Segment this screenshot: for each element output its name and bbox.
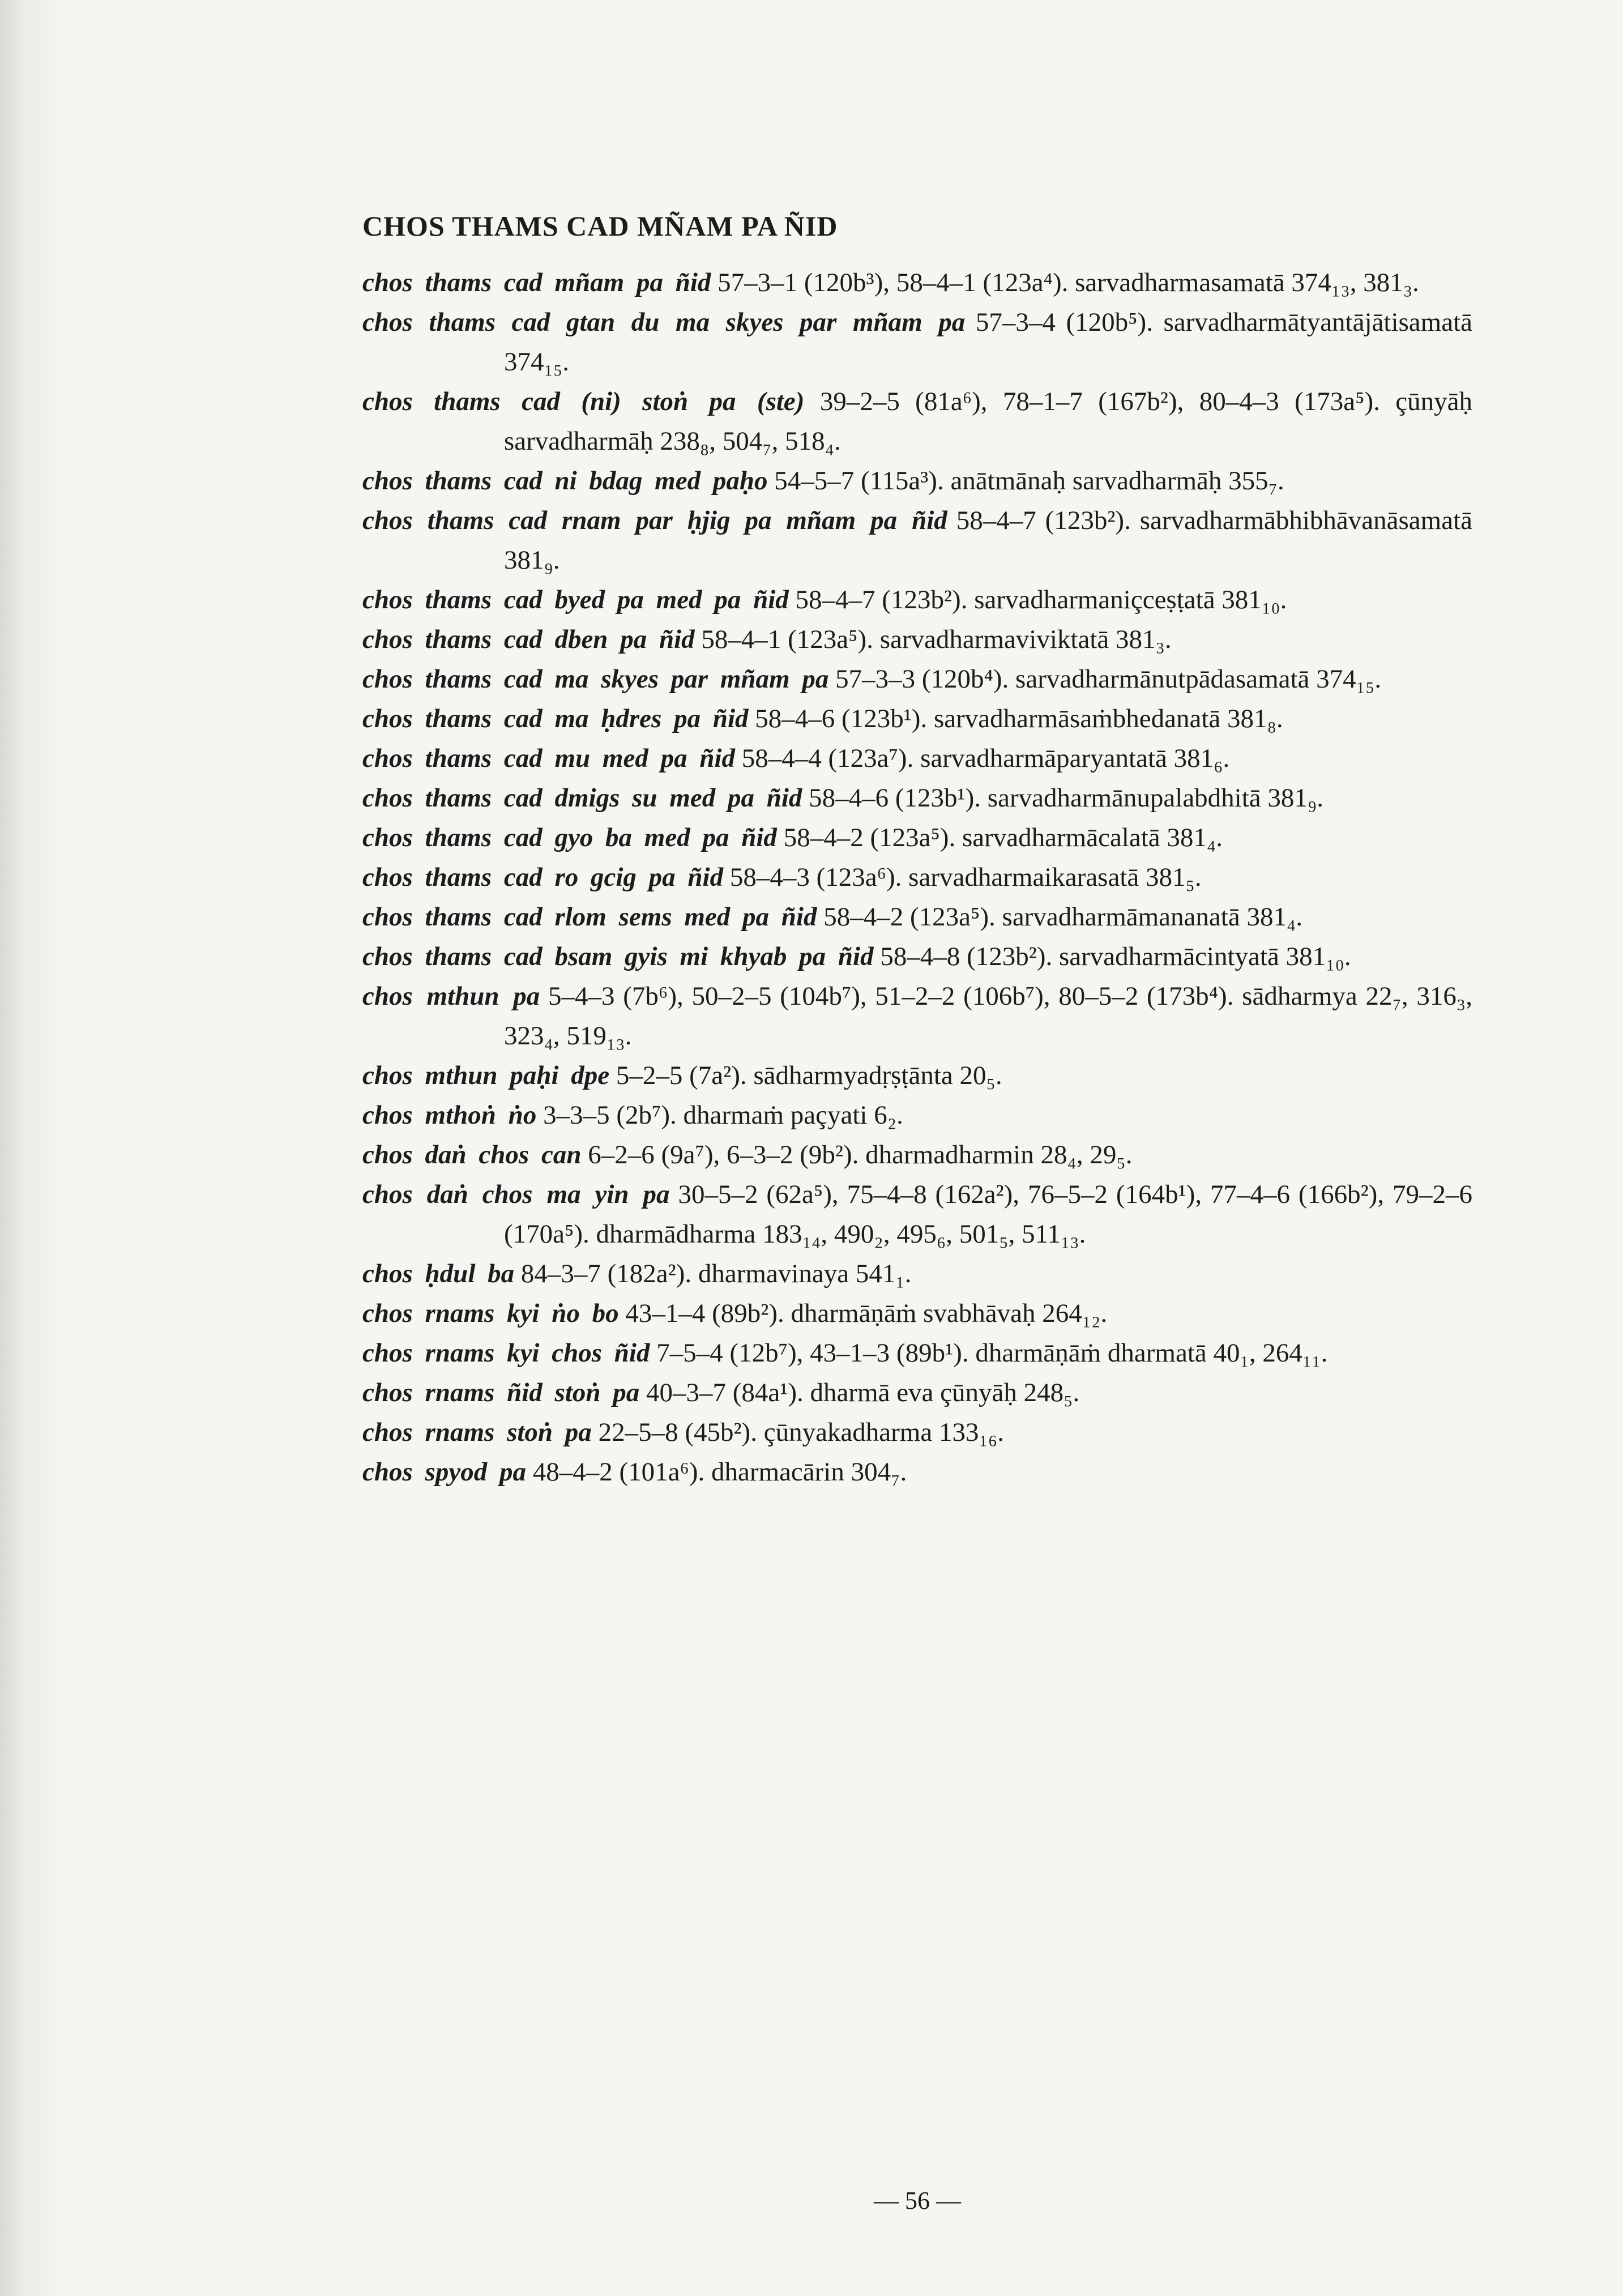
dictionary-entry	[362, 382, 1472, 461]
entry-term: chos spyod pa	[362, 1457, 526, 1487]
entry-term: chos mthun paḥi dpe	[362, 1061, 610, 1090]
entry-references: 58–4–7 (123b²). sarvadharmābhibhāvanāsamatā 381₉.	[504, 506, 1472, 575]
dictionary-entry	[362, 818, 1472, 857]
entry-references: 40–3–7 (84a¹). dharmā eva çūnyāḥ 248₅.	[646, 1378, 1080, 1407]
entry-references: 5–2–5 (7a²). sādharmyadṛṣṭānta 20₅.	[616, 1061, 1002, 1090]
scan-edge	[0, 0, 68, 2296]
entry-term: chos thams cad rnam par ḥjig pa mñam pa ñid	[362, 506, 947, 535]
entry-term: chos thams cad dben pa ñid	[362, 625, 695, 654]
dictionary-entry	[362, 1452, 1472, 1492]
dictionary-entry	[362, 897, 1472, 937]
entry-term: chos thams cad gtan du ma skyes par mñam pa	[362, 308, 966, 337]
entry-term: chos thams cad rlom sems med pa ñid	[362, 902, 817, 932]
entry-references: 22–5–8 (45b²). çūnyakadharma 133₁₆.	[598, 1418, 1004, 1447]
entry-references: 7–5–4 (12b⁷), 43–1–3 (89b¹). dharmāṇāṁ dharmatā 40₁, 264₁₁.	[656, 1338, 1328, 1368]
entry-references: 58–4–6 (123b¹). sarvadharmāsaṁbhedanatā 381₈.	[755, 704, 1283, 733]
entry-term: chos thams cad gyo ba med pa ñid	[362, 823, 777, 852]
dictionary-entry	[362, 263, 1472, 302]
entry-references: 6–2–6 (9a⁷), 6–3–2 (9b²). dharmadharmin 28₄, 29₅.	[588, 1140, 1133, 1170]
dictionary-page	[362, 210, 1473, 2214]
entry-references: 5–4–3 (7b⁶), 50–2–5 (104b⁷), 51–2–2 (106b⁷), 80–5–2 (173b⁴). sādharmya 22₇, 316₃, 323₄, 519₁₃.	[504, 981, 1473, 1051]
entry-list	[362, 263, 1472, 1492]
entry-references: 39–2–5 (81a⁶), 78–1–7 (167b²), 80–4–3 (173a⁵). çūnyāḥ sarvadharmāḥ 238₈, 504₇, 518₄.	[504, 387, 1473, 456]
running-header: CHOS THAMS CAD MÑAM PA ÑID	[362, 210, 838, 242]
entry-references: 58–4–6 (123b¹). sarvadharmānupalabdhitā 381₉.	[809, 783, 1324, 813]
dictionary-entry	[362, 1056, 1472, 1095]
dictionary-entry	[362, 857, 1472, 897]
dictionary-entry	[362, 580, 1472, 620]
entry-references: 57–3–1 (120b³), 58–4–1 (123a⁴). sarvadharmasamatā 374₁₃, 381₃.	[717, 268, 1419, 297]
entry-references: 43–1–4 (89b²). dharmāṇāṁ svabhāvaḥ 264₁₂.	[625, 1299, 1108, 1328]
dictionary-entry	[362, 1333, 1472, 1373]
entry-references: 48–4–2 (101a⁶). dharmacārin 304₇.	[532, 1457, 907, 1487]
entry-references: 57–3–4 (120b⁵). sarvadharmātyantājātisamatā 374₁₅.	[504, 308, 1472, 377]
entry-term: chos thams cad ma skyes par mñam pa	[362, 664, 829, 694]
entry-term: chos rnams ñid stoṅ pa	[362, 1378, 640, 1407]
entry-references: 58–4–2 (123a⁵). sarvadharmāmananatā 381₄.	[823, 902, 1303, 932]
dictionary-entry	[362, 739, 1472, 778]
dictionary-entry	[362, 620, 1472, 659]
entry-references: 3–3–5 (2b⁷). dharmaṁ paçyati 6₂.	[543, 1100, 903, 1130]
entry-term: chos thams cad ma ḥdres pa ñid	[362, 704, 749, 733]
entry-term: chos mthun pa	[362, 981, 540, 1011]
entry-term: chos rnams kyi chos ñid	[362, 1338, 650, 1368]
entry-references: 84–3–7 (182a²). dharmavinaya 541₁.	[520, 1259, 912, 1288]
dictionary-entry	[362, 1294, 1472, 1333]
entry-term: chos thams cad mñam pa ñid	[362, 268, 711, 297]
entry-term: chos mthoṅ ṅo	[362, 1100, 537, 1130]
entry-term: chos thams cad bsam gyis mi khyab pa ñid	[362, 942, 874, 971]
dictionary-entry	[362, 976, 1472, 1056]
entry-references: 30–5–2 (62a⁵), 75–4–8 (162a²), 76–5–2 (164b¹), 77–4–6 (166b²), 79–2–6 (170a⁵). dharmādharma 183₁₄, 490₂, 495₆, 501₅, 511₁₃.	[504, 1180, 1473, 1249]
entry-term: chos thams cad ro gcig pa ñid	[362, 863, 724, 892]
entry-references: 58–4–3 (123a⁶). sarvadharmaikarasatā 381₅.	[729, 863, 1202, 892]
dictionary-entry	[362, 659, 1472, 699]
entry-references: 58–4–2 (123a⁵). sarvadharmācalatā 381₄.	[783, 823, 1223, 852]
entry-references: 58–4–8 (123b²). sarvadharmācintyatā 381₁₀.	[880, 942, 1351, 971]
dictionary-entry	[362, 1412, 1472, 1452]
dictionary-entry	[362, 937, 1472, 976]
dictionary-entry	[362, 461, 1472, 501]
entry-term: chos thams cad (ni) stoṅ pa (ste)	[362, 387, 805, 416]
dictionary-entry	[362, 699, 1472, 739]
entry-term: chos rnams stoṅ pa	[362, 1418, 592, 1447]
entry-references: 54–5–7 (115a³). anātmānaḥ sarvadharmāḥ 355₇.	[774, 466, 1284, 496]
entry-term: chos thams cad ni bdag med paḥo	[362, 466, 768, 496]
dictionary-entry	[362, 1254, 1472, 1294]
dictionary-entry	[362, 1373, 1472, 1412]
entry-references: 58–4–4 (123a⁷). sarvadharmāparyantatā 381₆.	[741, 744, 1230, 773]
entry-term: chos ḥdul ba	[362, 1259, 515, 1288]
dictionary-entry	[362, 501, 1472, 580]
dictionary-entry	[362, 1135, 1472, 1175]
page-number: — 56 —	[874, 2187, 961, 2214]
entry-term: chos thams cad byed pa med pa ñid	[362, 585, 789, 614]
entry-references: 58–4–1 (123a⁵). sarvadharmaviviktatā 381₃.	[701, 625, 1172, 654]
dictionary-entry	[362, 778, 1472, 818]
entry-references: 58–4–7 (123b²). sarvadharmaniçceṣṭatā 381₁₀.	[795, 585, 1287, 614]
dictionary-entry	[362, 302, 1472, 382]
entry-references: 57–3–3 (120b⁴). sarvadharmānutpādasamatā 374₁₅.	[835, 664, 1382, 694]
entry-term: chos thams cad dmigs su med pa ñid	[362, 783, 802, 813]
dictionary-entry	[362, 1175, 1472, 1254]
entry-term: chos daṅ chos ma yin pa	[362, 1180, 670, 1209]
dictionary-entry	[362, 1095, 1472, 1135]
entry-term: chos rnams kyi ṅo bo	[362, 1299, 619, 1328]
entry-term: chos thams cad mu med pa ñid	[362, 744, 736, 773]
entry-term: chos daṅ chos can	[362, 1140, 582, 1170]
